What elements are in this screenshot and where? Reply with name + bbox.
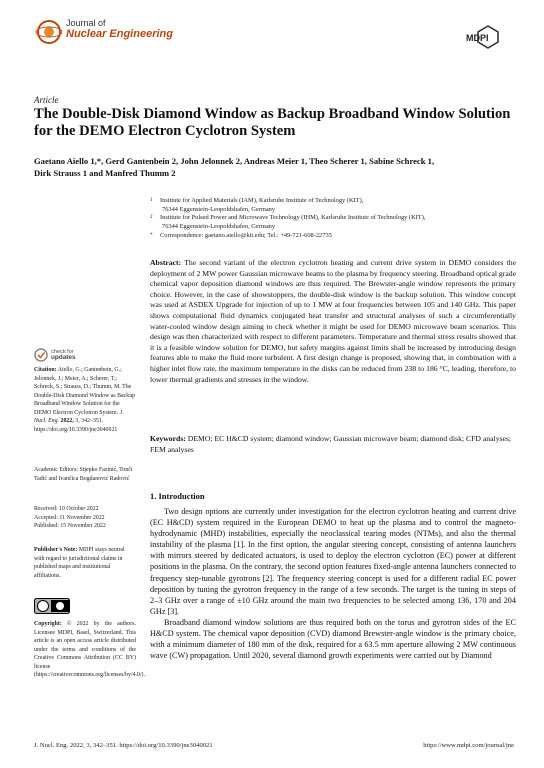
- affiliation-address: 76344 Eggenstein-Leopoldshafen, Germany: [162, 223, 276, 231]
- citation-journal: J. Nucl. Eng.: [34, 409, 124, 424]
- check-updates-icon: [34, 348, 48, 362]
- accepted-date: Accepted: 11 November 2022: [34, 514, 105, 521]
- journal-name-line2: Nuclear Engineering: [66, 28, 173, 40]
- affiliation-mark: 2: [150, 215, 153, 221]
- cc-by-license-icon[interactable]: [34, 598, 70, 614]
- author-list: [34, 155, 514, 179]
- check-line2: updates: [51, 354, 76, 361]
- abstract: [150, 258, 516, 385]
- footer-journal-url[interactable]: https://www.mdpi.com/journal/jne: [423, 742, 514, 749]
- journal-name: [66, 18, 173, 40]
- affiliation-mark: 1: [150, 198, 153, 203]
- journal-name-line1: Journal of: [66, 18, 106, 28]
- section-body: [150, 506, 516, 661]
- affiliation-text: Institute for Pulsed Power and Microwave Technology (IHM), Karlsruhe Institute of Technology (KIT),: [160, 214, 426, 222]
- abstract-label: Abstract:: [150, 258, 182, 267]
- received-date: Received: 10 October 2022: [34, 506, 99, 512]
- copyright-label: Copyright:: [34, 621, 62, 627]
- journal-logo-icon: [34, 17, 64, 47]
- correspondence-text: Correspondence: gaetano.aiello@kit.edu; Tel.: +49-721-608-22735: [160, 231, 332, 239]
- affiliation-text: Institute for Applied Materials (IAM), Karlsruhe Institute of Technology (KIT),: [160, 197, 364, 204]
- authors-line-2: Dirk Strauss 1 and Manfred Thumm 2: [34, 168, 176, 178]
- paragraph-2: Broadband diamond window solutions are thus required both on the torus and gyrotron sides of the EC H&CD system. The chemical vapor deposition (CVD) diamond Brewster-angle window is the primary choice, with a minimum diameter of 180 mm of the disk, required for a 63.5 mm aperture allowing 2 MW continuous wave (CW) propagation. Until 2020, several diamond growth experiments were carried out by Diamond: [150, 617, 516, 661]
- citation-block: [34, 366, 136, 434]
- copyright-block: [34, 620, 145, 680]
- citation-text: Aiello, G.; Gantenbein, G.; Jelonnek, J.; Meier, A.; Scherer, T.; Schreck, S.; Strauss, D.; Thumm, M. The Double-Disk Diamond Window as Backup Broadband Window Solution for the DEMO Electron Cyclotron System.: [34, 367, 136, 416]
- dates-block: [34, 505, 136, 531]
- paragraph-1: Two design options are currently under investigation for the electron cyclotron heating and current drive (EC H&CD) system required in the European DEMO to heat up the plasma and to control the magneto-hydrodynamic (MHD) instabilities, especially the neoclassical tearing modes (NTMs), and also the thermal instability of the plasma [1]. In the first option, the angular steering concept, consisting of antenna launchers with mirrors steered by dedicated actuators, is used to deploy the electron cyclotron (EC) power at different positions in the plasma. On the contrary, the second option features fixed-angle antenna launchers connected to frequency step-tunable gyrotrons [2]. The frequency steering concept is used for a different radial EC power deposition by tuning the gyrotron frequency in the range of a few seconds. The target is the tuning in steps of 2–3 GHz over a range of ±10 GHz around the main two frequencies to be selected among 136, 170 and 204 GHz [3].: [150, 507, 516, 616]
- citation-doi[interactable]: 3, 342–351. https://doi.org/10.3390/jne3040021: [34, 418, 118, 433]
- affiliation-address: 76344 Eggenstein-Leopoldshafen, Germany: [162, 205, 276, 213]
- affiliations: [150, 197, 520, 241]
- abstract-text: The second variant of the electron cyclotron heating and current drive system in DEMO considers the deployment of 2 MW power Gaussian microwave beams to the plasma by frequency steering. Broadband optical grade chemical vapor deposition diamond windows are thus required. The Brewster-angle window represents the primary choice. However, in the case of showstoppers, the double-disk window is the backup solution. This window concept was used at ASDEX Upgrade for injection of up to 1 MW at four frequencies between 105 and 140 GHz. This paper shows computational fluid dynamics conjugated heat transfer and structural analyses of such a circumferentially water-cooled window design aiming to check whether it might be used for DEMO microwave beam scenarios. This design was then characterized with respect to different parameters. Temperature and thermal stress results showed that it is a feasible window solution for DEMO, but safety margins against limits shall be increased by introducing design features able to make the fluid more turbulent. A first design change is proposed, showing that, in combination with a higher inlet flow rate, the maximum temperature in the disks can be reduced from 238 to 186 °C, leading, therefore, to lower thermal gradients and stresses in the window.: [150, 258, 516, 384]
- keywords-label: Keywords:: [150, 434, 186, 443]
- note-label: Publisher's Note:: [34, 547, 78, 553]
- citation-label: Citation:: [34, 367, 57, 373]
- correspondence: [150, 232, 520, 241]
- keywords: [150, 434, 516, 456]
- section-heading: 1. Introduction: [150, 491, 205, 501]
- article-type: Article: [34, 95, 59, 105]
- citation-year: 2022,: [60, 418, 74, 424]
- affiliation-mark: *: [150, 232, 153, 238]
- academic-editors: Academic Editors: Stjepko Fazinić, Tonči Tadić and Ivančica Bogdanović Radović: [34, 467, 133, 482]
- copyright-text: © 2022 by the authors. Licensee MDPI, Basel, Switzerland. This article is an open access article distributed under the terms and conditions of the Creative Commons Attribution (CC BY) license (https://creativecommons.org/licenses/by/4.0/).: [34, 621, 145, 678]
- check-for-updates-button[interactable]: [34, 345, 94, 365]
- affiliation-1: [150, 197, 520, 206]
- publisher-name: MDPI: [466, 33, 489, 43]
- page-footer: [34, 742, 514, 749]
- authors-line-1: Gaetano Aiello 1,*, Gerd Gantenbein 2, John Jelonnek 2, Andreas Meier 1, Theo Scherer 1, Sabine Schreck 1,: [34, 156, 435, 166]
- published-date: Published: 15 November 2022: [34, 523, 106, 529]
- paper-title: The Double-Disk Diamond Window as Backup Broadband Window Solution for the DEMO Electron Cyclotron System: [34, 106, 511, 139]
- publisher-note: [34, 546, 136, 580]
- keywords-text: DEMO; EC H&CD system; diamond window; Gaussian microwave beam; diamond disk; CFD analyses; FEM analyses: [150, 434, 512, 454]
- check-line1: check for: [51, 348, 74, 355]
- note-text: MDPI stays neutral with regard to jurisdictional claims in published maps and institutional affiliations.: [34, 547, 125, 579]
- footer-citation: J. Nucl. Eng. 2022, 3, 342–351. https://doi.org/10.3390/jne3040021: [34, 742, 213, 749]
- affiliation-2: [150, 214, 520, 223]
